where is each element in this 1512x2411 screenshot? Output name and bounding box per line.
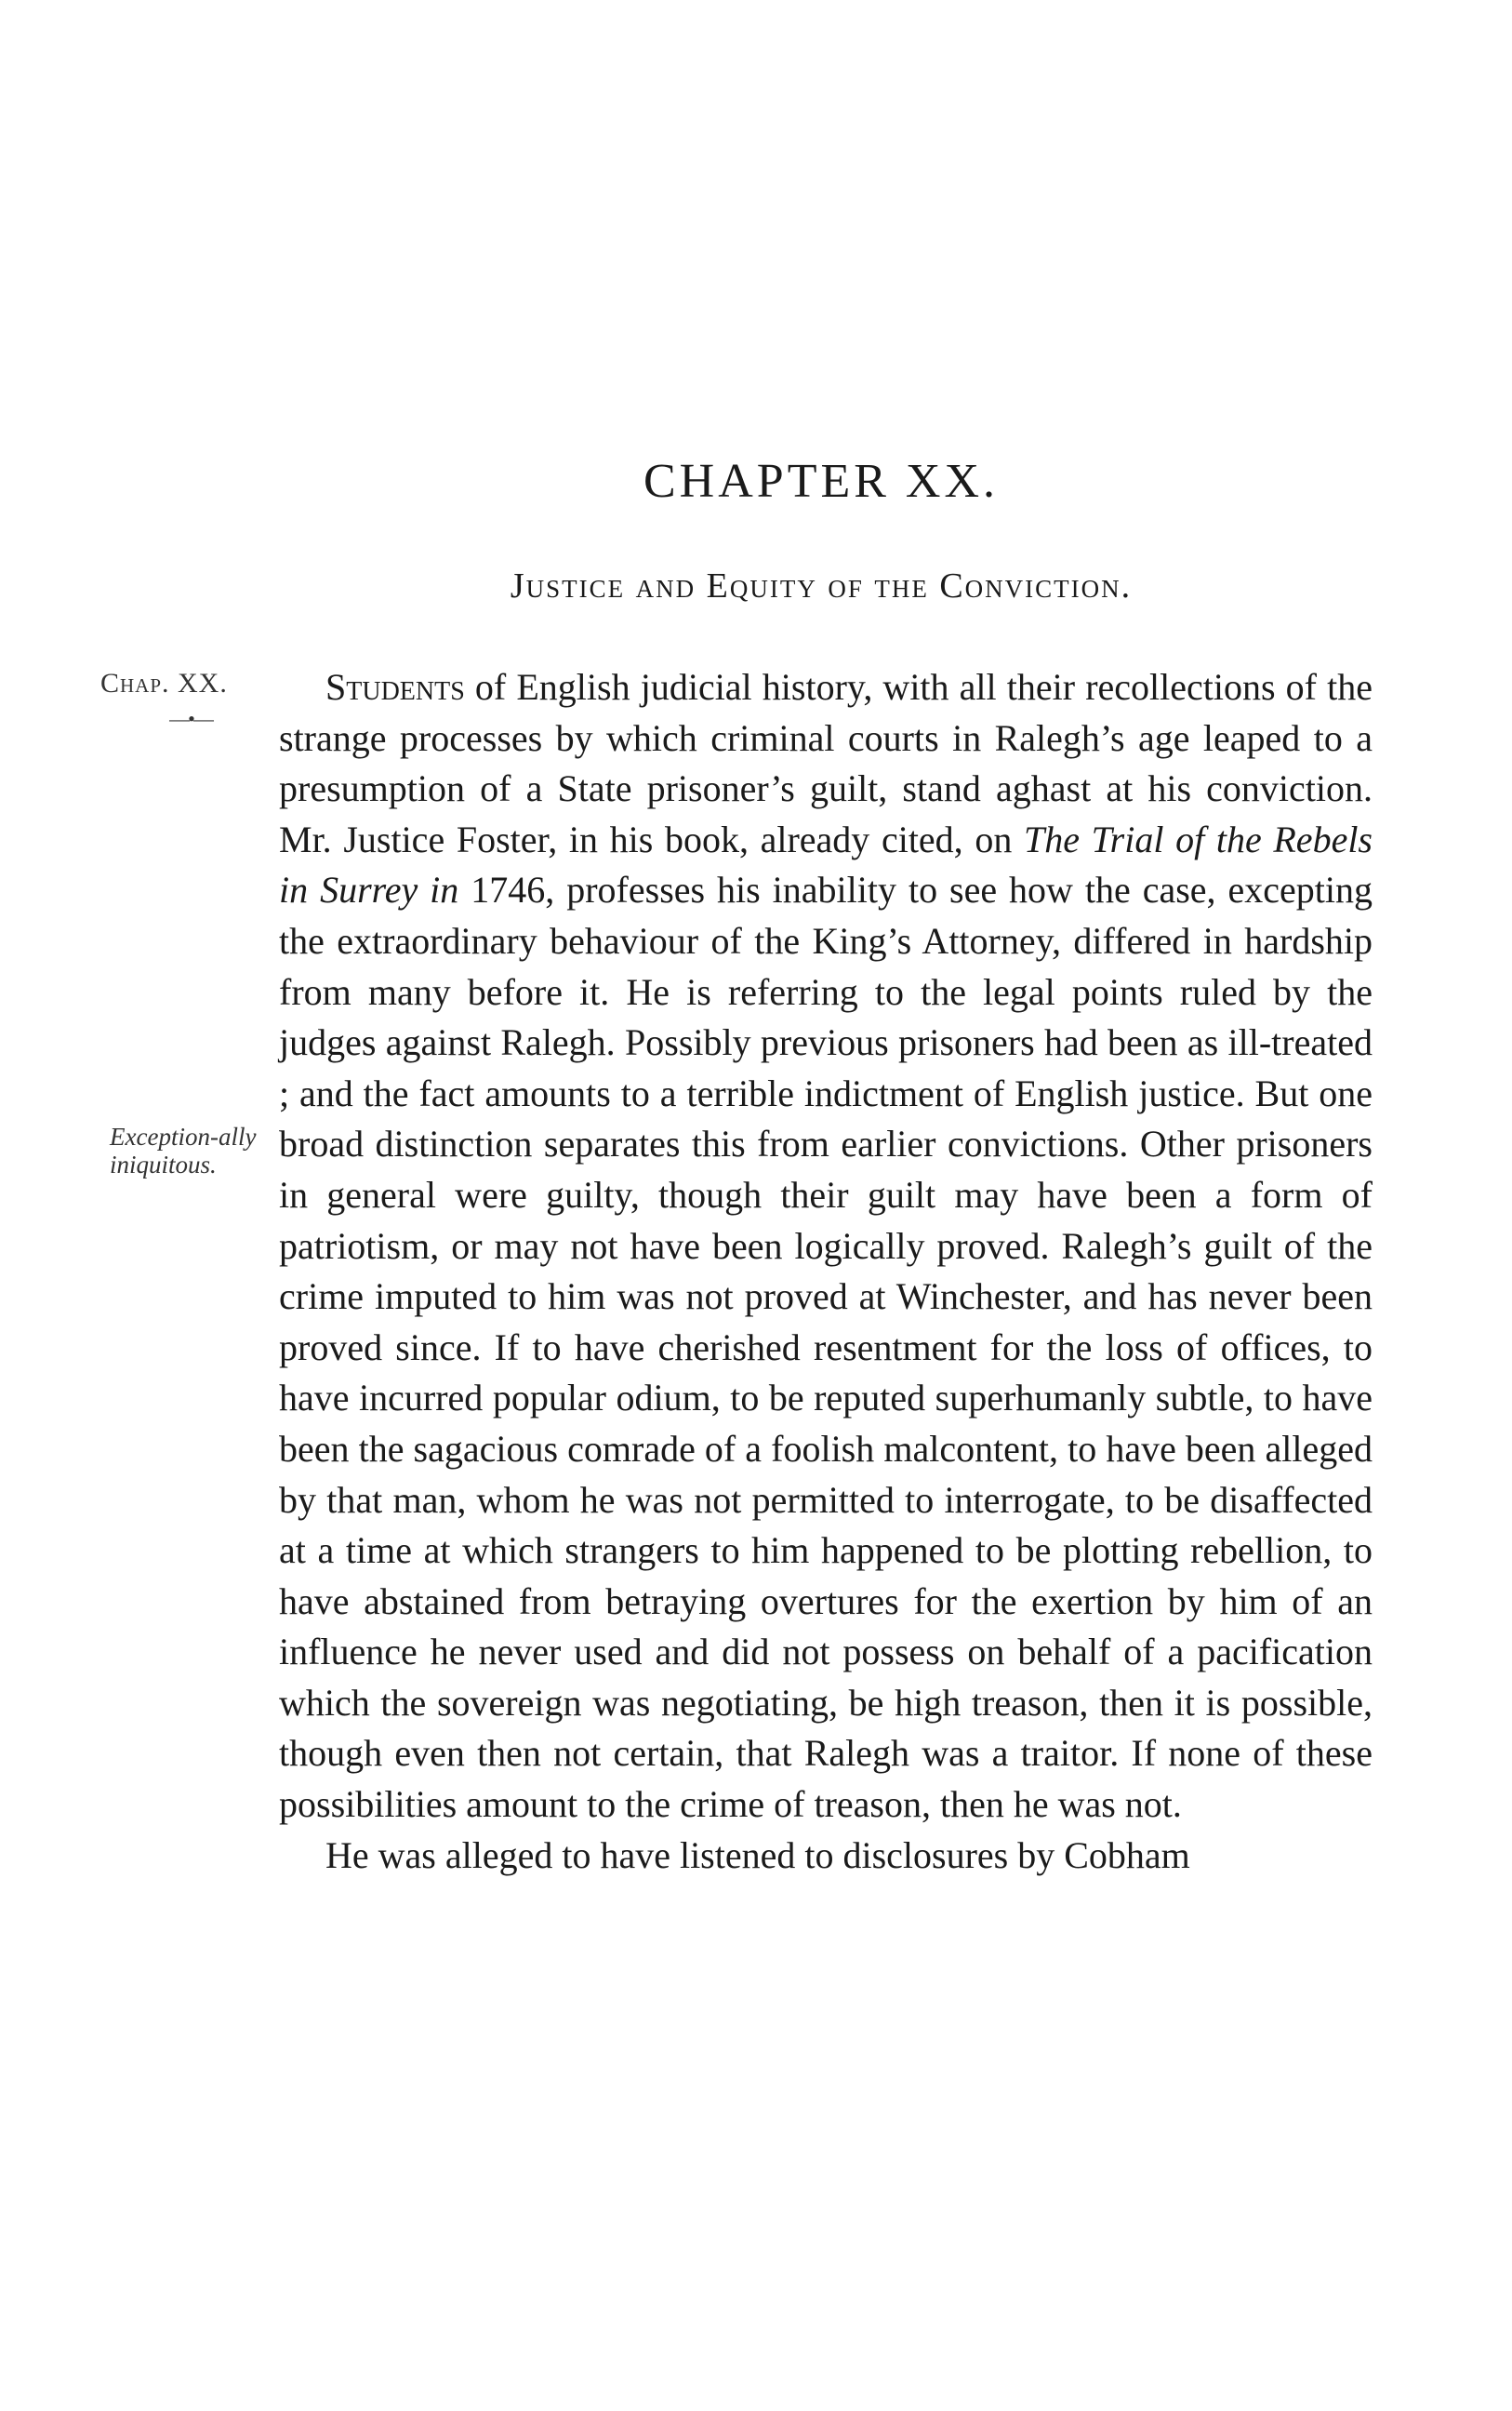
paragraph-1 xyxy=(279,662,1373,1831)
paragraph-2-segment-1: He was alleged to have listened to disclosures by Cobham xyxy=(325,1833,1190,1876)
margin-side-note: Exception-ally iniquitous. xyxy=(110,1123,257,1179)
paragraph-2 xyxy=(279,1831,1373,1882)
chapter-title: CHAPTER XX. xyxy=(643,455,1000,508)
margin-chapter-label: Chap. XX. xyxy=(100,668,228,699)
body-text xyxy=(279,662,1373,1881)
paragraph-lead-word: Students xyxy=(325,666,465,708)
paragraph-1-segment-3: 1746, professes his inability to see how the case, excepting the extraordinary behaviour of the King’s Attorney, differed in hardship from many before it. He is referring to the legal points ruled by the judges against Ralegh. Possibly previous prisoners had been as ill-treated ; and the fact amounts to a terrible indictment of English justice. But one broad distinction separates this from earlier convictions. Other prisoners in general were guilty, though their guilt may have been a form of patriotism, or may not have been logically proved. Ralegh’s guilt of the crime imputed to him was not proved at Winchester, and has never been proved since. If to have cherished resentment for the loss of offices, to have incurred popular odium, to be reputed superhumanly subtle, to have been the sagacious comrade of a foolish malcontent, to have been alleged by that man, whom he was not permitted to interrogate, to be disaffected at a time at which strangers to him happened to be plotting rebellion, to have abstained from betraying overtures for the exertion by him of an influence he never used and did not possess on behalf of a pacification which the sovereign was negotiating, be high treason, then it is possible, though even then not certain, that Ralegh was a traitor. If none of these possibilities amount to the crime of treason, then he was not. xyxy=(279,869,1373,1826)
book-title-italic: The Trial of the Rebels in Surrey in xyxy=(279,818,1373,912)
margin-ornament-icon: —•— xyxy=(169,707,212,730)
paragraph-1-segment-1: of English judicial history, with all their recollections of the strange processes by which criminal courts in Ralegh’s age leaped to a presumption of a State prisoner’s guilt, stand aghast at his conviction. Mr. Justice Foster, in his book, already cited, on xyxy=(279,666,1373,860)
chapter-subtitle: Justice and Equity of the Conviction. xyxy=(510,566,1133,606)
